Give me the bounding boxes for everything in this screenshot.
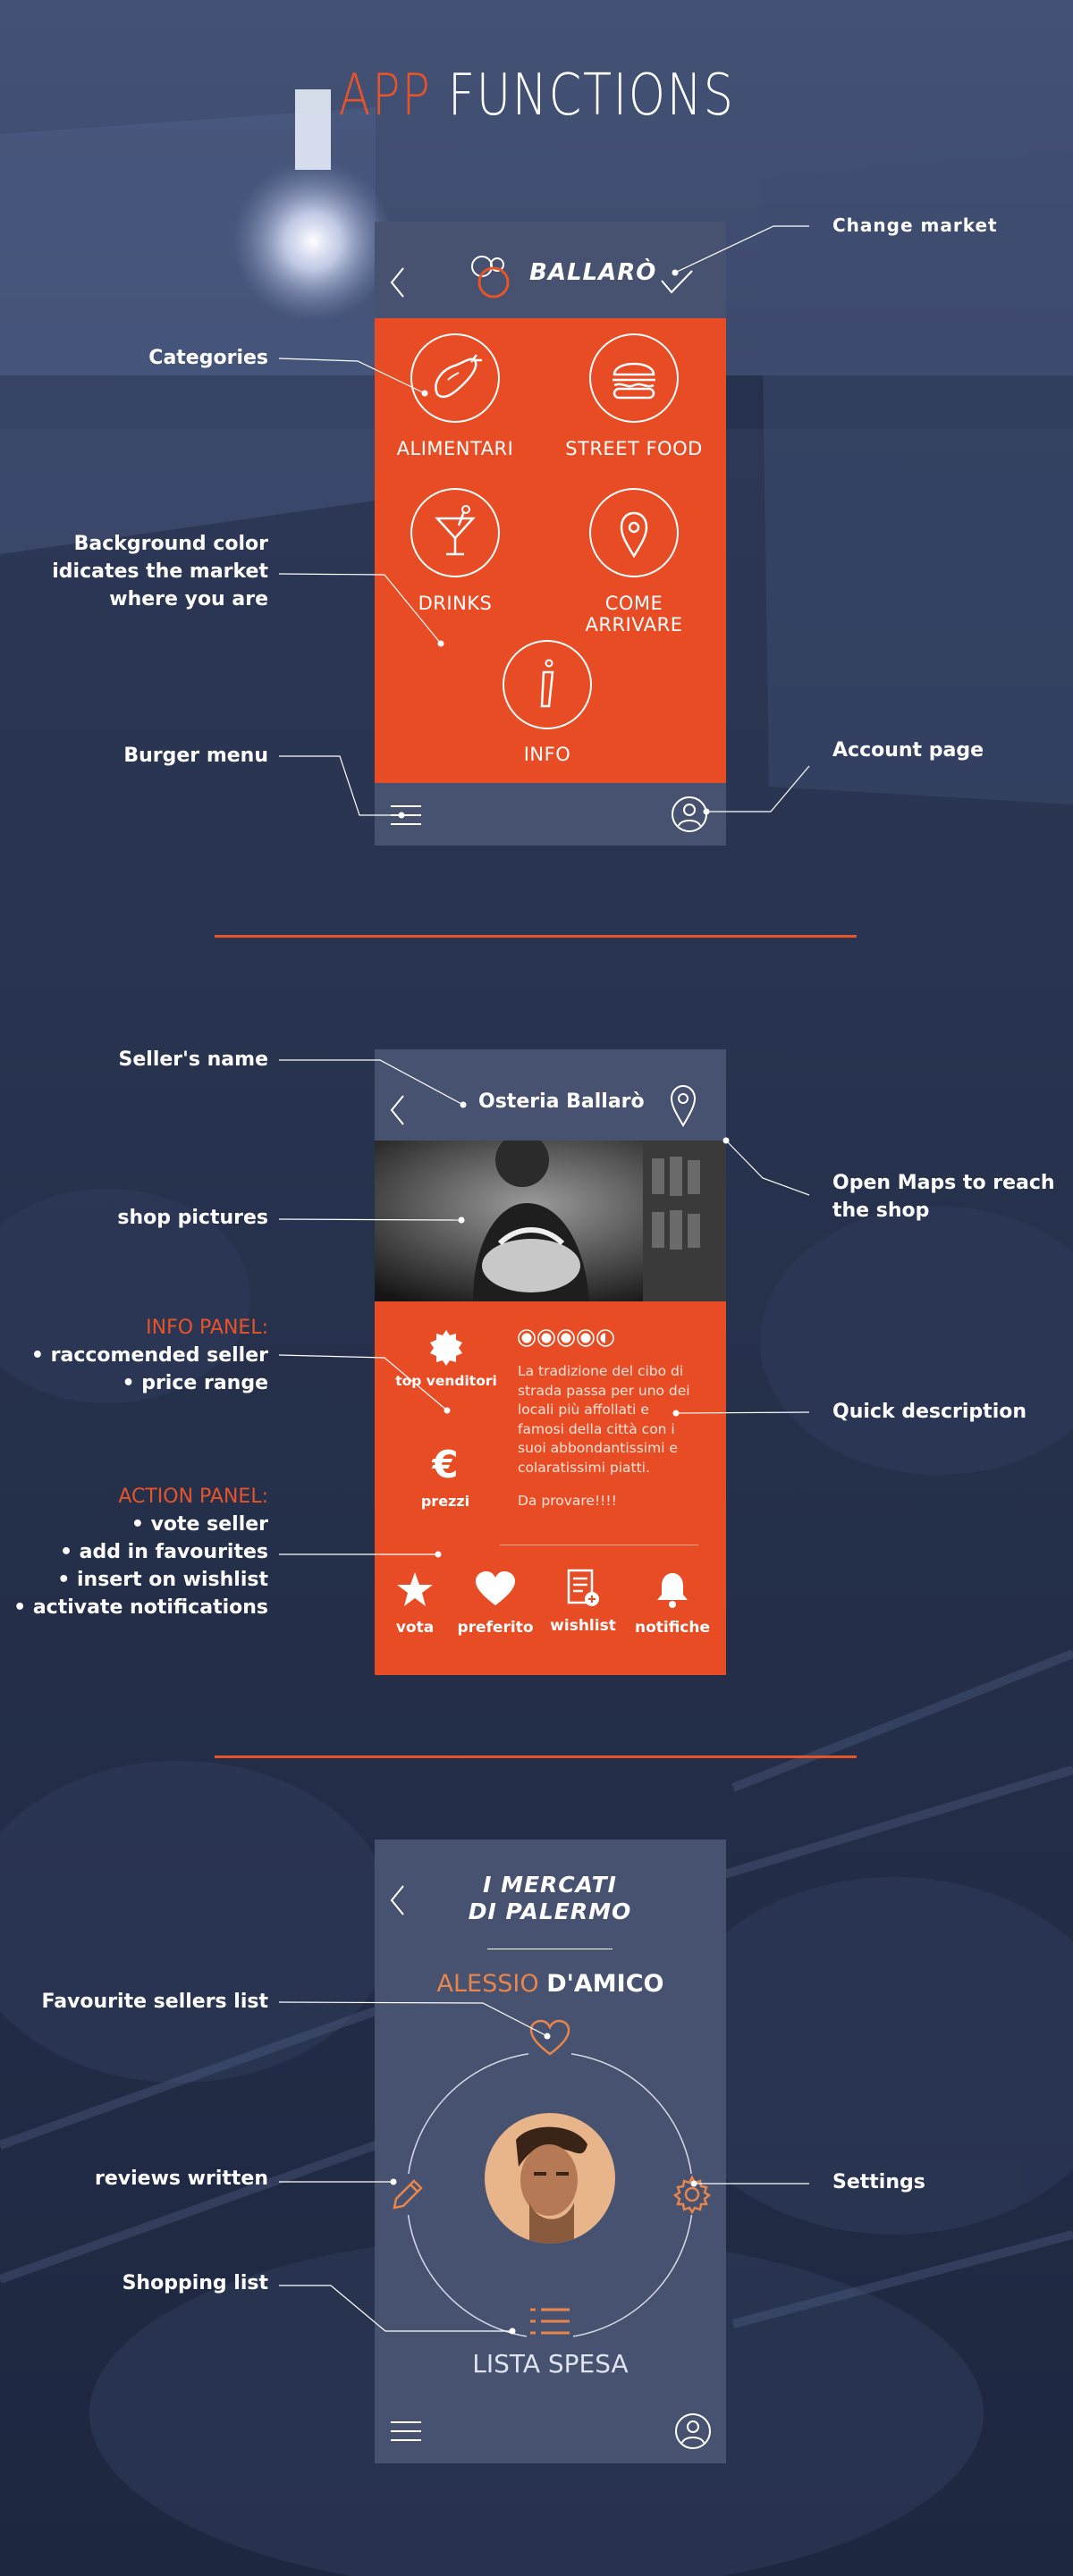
burger-icon: [591, 335, 677, 421]
user-last-name: D'AMICO: [546, 1970, 664, 1998]
description-line: La tradizione del cibo di: [518, 1363, 684, 1379]
annotation-info-panel: [9, 1314, 268, 1397]
user-first-name: ALESSIO: [436, 1970, 539, 1998]
annotation-info-item: • price range: [122, 1372, 268, 1394]
description-line: famosi della città con i: [518, 1420, 675, 1437]
annotation-background-color: [18, 530, 268, 613]
annotation-action-item: • add in favourites: [59, 1541, 268, 1563]
seller-description: [518, 1362, 714, 1511]
rating-dots: [518, 1328, 625, 1348]
annotation-bg-line-2: idicates the market: [52, 560, 268, 583]
user-name: [375, 1970, 726, 1998]
action-notifications[interactable]: [632, 1570, 713, 1637]
annotation-open-maps: [832, 1169, 1055, 1225]
annotation-info-panel-title: INFO PANEL:: [146, 1317, 268, 1339]
burger-menu-icon[interactable]: [389, 2417, 423, 2446]
info-icon: [504, 642, 590, 728]
description-cta: Da provare!!!!: [518, 1493, 617, 1509]
shopping-list-label: LISTA SPESA: [472, 2349, 629, 2378]
avatar-photo: [485, 2113, 615, 2243]
top-seller-label: top venditori: [395, 1373, 497, 1389]
description-line: strada passa per uno dei: [518, 1382, 690, 1399]
annotation-action-item: • vote seller: [131, 1513, 268, 1536]
account-icon[interactable]: [670, 795, 709, 834]
annotation-open-maps-line-2: the shop: [832, 1200, 930, 1222]
screen-market-home: [375, 222, 726, 846]
bell-icon: [653, 1570, 692, 1609]
eggplant-icon: [412, 335, 498, 421]
section-divider: [215, 935, 857, 938]
price-label: prezzi: [420, 1493, 470, 1510]
annotation-settings: Settings: [832, 2171, 925, 2193]
rating-dot: [558, 1330, 574, 1346]
app-logo: [460, 1872, 639, 1925]
action-wishlist[interactable]: [543, 1568, 623, 1635]
annotation-open-maps-line-1: Open Maps to reach: [832, 1172, 1055, 1194]
action-vote[interactable]: [375, 1570, 455, 1637]
annotation-bg-line-1: Background color: [73, 533, 268, 555]
account-icon[interactable]: [673, 2412, 713, 2451]
category-info-label: INFO: [523, 744, 571, 765]
category-come-arrivare-label: COME ARRIVARE: [585, 593, 683, 636]
annotation-sellers-name: Seller's name: [118, 1048, 268, 1071]
action-wishlist-label: wishlist: [550, 1617, 616, 1635]
seller-info-panel: [375, 1301, 726, 1675]
description-line: suoi abbondantissimi e: [518, 1440, 678, 1456]
top-seller-badge-icon: [427, 1328, 466, 1368]
annotation-favourite-sellers: Favourite sellers list: [41, 1991, 268, 2013]
seller-name: Osteria Ballarò: [478, 1090, 645, 1113]
avatar: [485, 2113, 615, 2243]
annotation-quick-description: Quick description: [832, 1401, 1027, 1423]
seller-rating: [518, 1328, 625, 1348]
star-icon: [395, 1570, 435, 1609]
annotation-action-item: • insert on wishlist: [57, 1569, 268, 1591]
annotation-action-panel: [0, 1483, 268, 1621]
title-rest: FUNCTIONS: [447, 63, 735, 129]
page-title: [97, 63, 976, 129]
change-market-icon[interactable]: [659, 268, 695, 297]
market-logo-text: BALLARÒ: [529, 259, 657, 286]
title-accent: APP: [338, 63, 432, 129]
annotation-shopping-list: Shopping list: [122, 2272, 268, 2294]
wishlist-icon: [563, 1568, 603, 1609]
shopping-list-icon[interactable]: [527, 2304, 573, 2340]
app-logo-line-2: DI PALERMO: [468, 1898, 632, 1924]
back-icon[interactable]: [387, 1882, 409, 1918]
price-symbol: €: [432, 1443, 459, 1486]
cocktail-icon: [412, 490, 498, 576]
annotation-shop-pictures: shop pictures: [117, 1207, 268, 1229]
map-pin-icon: [591, 490, 677, 576]
description-line: colaratissimi piatti.: [518, 1459, 650, 1476]
category-drinks-button[interactable]: [410, 488, 500, 577]
category-street-food-label: STREET FOOD: [565, 438, 703, 459]
category-come-arrivare-button[interactable]: [589, 488, 679, 577]
heart-icon: [474, 1570, 517, 1609]
action-notifications-label: notifiche: [634, 1619, 711, 1637]
annotation-action-item: • activate notifications: [13, 1596, 268, 1619]
category-panel: [375, 318, 726, 783]
action-vote-label: vota: [395, 1619, 435, 1637]
annotation-action-panel-title: ACTION PANEL:: [118, 1486, 268, 1508]
screen-account: [375, 1839, 726, 2463]
screen-seller-detail: [375, 1049, 726, 1675]
shop-picture[interactable]: [375, 1141, 726, 1301]
back-icon[interactable]: [387, 1092, 409, 1128]
market-logo: [460, 247, 657, 300]
section-divider: [215, 1755, 857, 1758]
annotation-categories: Categories: [148, 347, 268, 369]
annotation-account-page: Account page: [832, 739, 984, 762]
category-info-button[interactable]: [503, 640, 592, 729]
category-street-food-button[interactable]: [589, 333, 679, 423]
burger-menu-icon[interactable]: [389, 801, 423, 829]
rating-dot: [578, 1330, 594, 1346]
action-favourite-label: preferito: [457, 1619, 534, 1637]
reviews-written-icon[interactable]: [387, 2174, 428, 2215]
description-line: locali più affollati e: [518, 1402, 649, 1418]
category-drinks-label: DRINKS: [418, 593, 493, 614]
back-icon[interactable]: [387, 265, 409, 300]
open-maps-icon[interactable]: [668, 1083, 698, 1128]
category-alimentari-button[interactable]: [410, 333, 500, 423]
category-alimentari-label: ALIMENTARI: [396, 438, 514, 459]
annotation-reviews-written: reviews written: [95, 2168, 268, 2190]
annotation-bg-line-3: where you are: [109, 588, 268, 610]
market-logo-icon: [460, 247, 522, 300]
annotation-burger-menu: Burger menu: [123, 745, 268, 767]
rating-dot: [519, 1330, 535, 1346]
favourite-sellers-icon[interactable]: [528, 2018, 571, 2058]
app-logo-line-1: I MERCATI: [483, 1872, 617, 1898]
rating-dot: [597, 1330, 613, 1346]
annotation-change-market: Change market: [832, 215, 998, 236]
rating-dot: [538, 1330, 554, 1346]
settings-icon[interactable]: [672, 2174, 713, 2215]
action-favourite[interactable]: [455, 1570, 536, 1637]
annotation-info-item: • raccomended seller: [30, 1344, 268, 1367]
